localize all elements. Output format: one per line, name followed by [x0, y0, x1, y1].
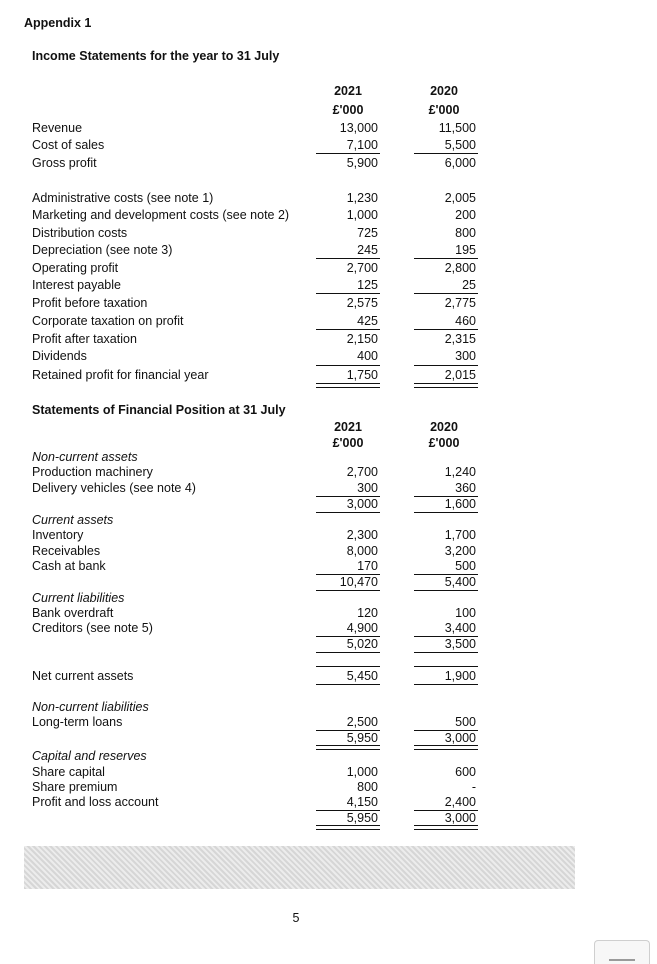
value-2020: 195 [455, 243, 476, 257]
total-2020: 1,600 [444, 497, 476, 511]
double-rule [316, 825, 380, 830]
value-2020: 2,005 [444, 191, 476, 205]
rule [414, 365, 478, 366]
rule [414, 652, 478, 653]
value-2021: 725 [357, 226, 378, 240]
income-unit-2021: £'000 [332, 103, 364, 117]
value-2020: 11,500 [438, 121, 476, 135]
row-label: Gross profit [32, 156, 97, 170]
value-2020: 600 [455, 765, 476, 779]
value-2021: 300 [357, 481, 378, 495]
row-label: Corporate taxation on profit [32, 314, 184, 328]
value-2021: 120 [357, 606, 378, 620]
row-label: Depreciation (see note 3) [32, 243, 173, 257]
total-2020: 3,000 [444, 811, 476, 825]
double-rule [316, 745, 380, 750]
row-label: Inventory [32, 528, 84, 542]
row-label: Delivery vehicles (see note 4) [32, 481, 196, 495]
value-2021: 8,000 [346, 544, 378, 558]
value-2020: 460 [455, 314, 476, 328]
rule [316, 258, 380, 259]
row-label: Administrative costs (see note 1) [32, 191, 214, 205]
rule [414, 666, 478, 667]
total-2021: 3,000 [346, 497, 378, 511]
total-2021: 5,950 [346, 731, 378, 745]
value-2020: 2,800 [444, 261, 476, 275]
total-2021: 10,470 [339, 575, 378, 589]
row-label: Bank overdraft [32, 606, 114, 620]
rule [316, 666, 380, 667]
row-label: Net current assets [32, 669, 134, 683]
value-2020: 1,900 [444, 669, 476, 683]
row-label: Distribution costs [32, 226, 128, 240]
double-rule [414, 745, 478, 750]
position-unit-2021: £'000 [332, 436, 364, 450]
section-heading: Non-current liabilities [32, 700, 149, 714]
row-label: Cash at bank [32, 559, 106, 573]
value-2021: 7,100 [346, 138, 378, 152]
value-2021: 5,450 [346, 669, 378, 683]
appendix-title: Appendix 1 [24, 16, 92, 30]
row-label: Share premium [32, 780, 118, 794]
row-label: Profit before taxation [32, 296, 148, 310]
value-2020: 6,000 [444, 156, 476, 170]
value-2020: 200 [455, 208, 476, 222]
value-2021: 245 [357, 243, 378, 257]
value-2021: 13,000 [339, 121, 378, 135]
value-2021: 170 [357, 559, 378, 573]
row-label: Revenue [32, 121, 83, 135]
value-2021: 2,700 [346, 261, 378, 275]
rule [316, 293, 380, 294]
value-2021: 400 [357, 349, 378, 363]
value-2020: 2,400 [444, 795, 476, 809]
value-2020: 360 [455, 481, 476, 495]
row-label: Marketing and development costs (see note 2) [32, 208, 290, 222]
value-2021: 1,230 [346, 191, 378, 205]
position-unit-2020: £'000 [428, 436, 460, 450]
value-2020: 500 [455, 715, 476, 729]
total-2020: 3,500 [444, 637, 476, 651]
value-2021: 5,900 [346, 156, 378, 170]
row-label: Retained profit for financial year [32, 368, 209, 382]
row-label: Operating profit [32, 261, 119, 275]
page-number: 5 [292, 911, 300, 925]
value-2020: 100 [455, 606, 476, 620]
row-label: Creditors (see note 5) [32, 621, 153, 635]
value-2020: 25 [462, 278, 476, 292]
rule [316, 329, 380, 330]
income-unit-2020: £'000 [428, 103, 460, 117]
section-heading: Capital and reserves [32, 749, 147, 763]
rule [316, 652, 380, 653]
value-2021: 2,300 [346, 528, 378, 542]
row-label: Production machinery [32, 465, 153, 479]
corner-tab-button[interactable] [594, 940, 650, 964]
value-2020: 3,400 [444, 621, 476, 635]
total-2021: 5,020 [346, 637, 378, 651]
value-2020: 3,200 [444, 544, 476, 558]
position-year-2020: 2020 [430, 420, 458, 434]
income-statement-title: Income Statements for the year to 31 July [32, 49, 280, 63]
value-2021: 2,150 [346, 332, 378, 346]
value-2020: 800 [455, 226, 476, 240]
section-heading: Current liabilities [32, 591, 125, 605]
total-2020: 3,000 [444, 731, 476, 745]
minimize-icon [609, 959, 635, 961]
value-2021: 4,900 [346, 621, 378, 635]
income-year-2020: 2020 [430, 84, 458, 98]
double-rule [414, 383, 478, 388]
value-2021: 1,000 [346, 765, 378, 779]
value-2020: 2,015 [444, 368, 476, 382]
rule [414, 512, 478, 513]
rule [414, 293, 478, 294]
value-2020: 1,700 [444, 528, 476, 542]
row-label: Profit after taxation [32, 332, 137, 346]
value-2021: 1,750 [346, 368, 378, 382]
value-2020: 500 [455, 559, 476, 573]
value-2021: 1,000 [346, 208, 378, 222]
rule [414, 684, 478, 685]
section-heading: Current assets [32, 513, 114, 527]
rule [316, 590, 380, 591]
value-2021: 2,575 [346, 296, 378, 310]
row-label: Share capital [32, 765, 105, 779]
rule [414, 153, 478, 154]
rule [414, 590, 478, 591]
value-2020: 1,240 [444, 465, 476, 479]
double-rule [316, 383, 380, 388]
rule [316, 153, 380, 154]
value-2021: 2,500 [346, 715, 378, 729]
value-2021: 2,700 [346, 465, 378, 479]
hatched-band [24, 846, 575, 889]
row-label: Receivables [32, 544, 101, 558]
rule [414, 258, 478, 259]
rule [316, 365, 380, 366]
row-label: Cost of sales [32, 138, 105, 152]
rule [414, 329, 478, 330]
financial-position-title: Statements of Financial Position at 31 July [32, 403, 286, 417]
rule [316, 684, 380, 685]
value-2021: 125 [357, 278, 378, 292]
position-year-2021: 2021 [334, 420, 362, 434]
total-2020: 5,400 [444, 575, 476, 589]
value-2020: 5,500 [444, 138, 476, 152]
double-rule [414, 825, 478, 830]
value-2020: - [471, 780, 476, 794]
row-label: Interest payable [32, 278, 121, 292]
value-2021: 4,150 [346, 795, 378, 809]
value-2021: 425 [357, 314, 378, 328]
value-2021: 800 [357, 780, 378, 794]
total-2021: 5,950 [346, 811, 378, 825]
value-2020: 300 [455, 349, 476, 363]
income-year-2021: 2021 [334, 84, 362, 98]
value-2020: 2,775 [444, 296, 476, 310]
row-label: Long-term loans [32, 715, 123, 729]
rule [316, 512, 380, 513]
value-2020: 2,315 [444, 332, 476, 346]
section-heading: Non-current assets [32, 450, 138, 464]
row-label: Dividends [32, 349, 87, 363]
row-label: Profit and loss account [32, 795, 159, 809]
